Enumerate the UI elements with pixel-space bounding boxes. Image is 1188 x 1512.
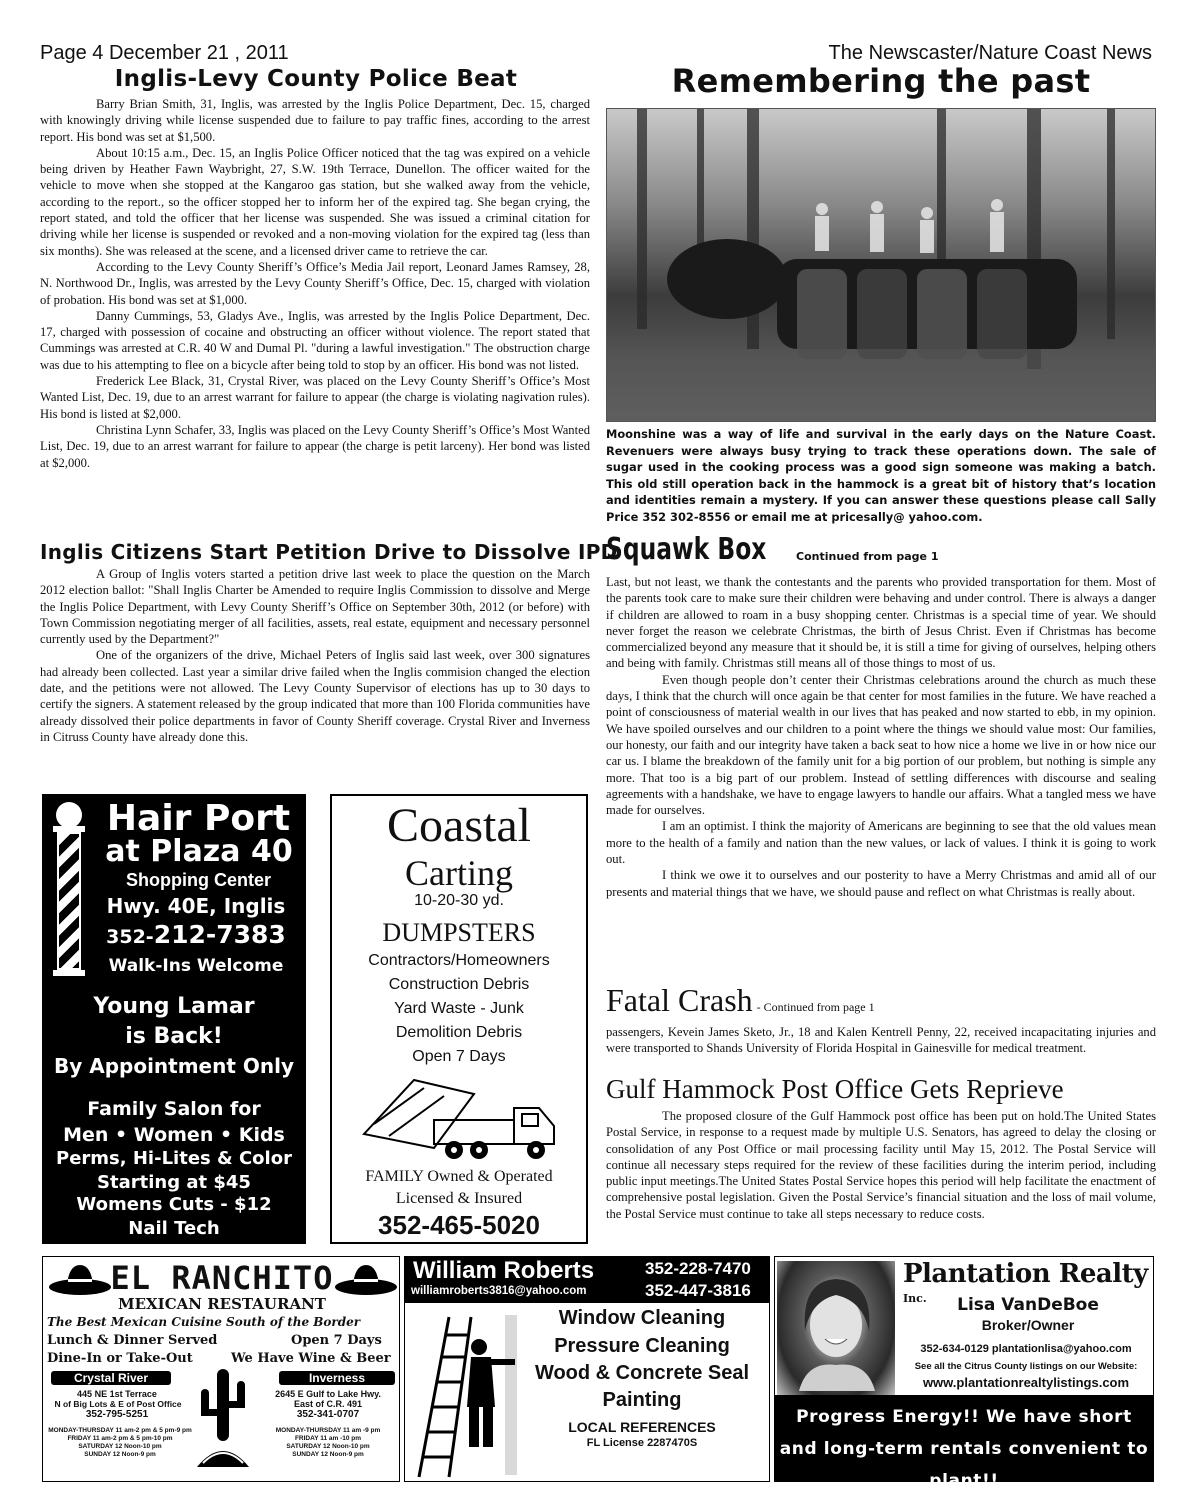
carting-name: Carting [405,853,513,893]
article-paragraph: The proposed closure of the Gulf Hammock post office has been put on hold.The United States Postal Service, in response to a request made by multiple U.S. Senators, has agreed to delay the closing or consolidation of any Post Office or mail processing facility until May 15, 2012. The Postal Service will continue all necessary steps required for the review of these facilities during the interim period, including public input meetings.The United States Postal Service hopes this period will help facilitate the enactment of comprehensive postal legislation. Given the Postal Service’s financial situation and the loss of mail volume, the Postal Service must continue to take all steps necessary to reduce costs. [606,1109,1156,1221]
gulf-hammock-article [606,1108,1156,1222]
is-back-text: is Back! [125,1024,223,1049]
painter-ladder-icon [409,1307,519,1479]
service-item: Pressure Cleaning [554,1335,730,1357]
service-item: Construction Debris [388,976,530,993]
article-paragraph: Even though people don’t center their Christmas celebrations around the church as much these days, I think that the church will once again be that center for most families in the future. We have reached a point of consciousness of material wealth in our lives that has peaked and now started to ebb, in my opinion. We have spoiled ourselves and our children to a point where the things we should value most: Our families, our honesty, our faith and our integrity have taken a back seat to how nice a home we live in or how nice our car us. I blame the breakdown of the family unit for a big portion of our problem, but nothing is simple any more. That too is a big part of our problem. Instead of settling differences with discourse and sealing agreements with a handshake, we have to engage lawyers to handle our affairs. What a tangled mess we have made for ourselves. [606,672,1156,818]
william-roberts-header [405,1257,769,1303]
phone-area-code: 352- [106,926,154,948]
licensed-text: Licensed & Insured [395,1190,523,1207]
article-paragraph: About 10:15 a.m., Dec. 15, an Inglis Police Officer noticed that the tag was expired on a vehicle being driven by Heather Fawn Waybright, 27, S.W. 19th Terrace, Dunellon. The officer waited for the vehicle to move when she stopped at the Kangaroo gas station, but she walked away from the vehicle, according to the report., so the officer stopped her to inform her of the expired tag. She began crying, the report stated, and told the officer that her license was suspended. She was issued a criminal citation for driving while her license is suspended or revoked and a non-moving violation for the expired tag (less than six months). She was released at the scene, and a licensed driver came to retrieve the car. [40,145,590,258]
william-roberts-ad [404,1256,770,1482]
hours-line: MONDAY-THURSDAY 11 am-2 pm & 5 pm-9 pm [48,1427,192,1434]
squawk-box-heading [606,532,1166,567]
dumpsters-heading: DUMPSTERS [382,918,536,947]
hair-port-shopping-center: Shopping Center [126,870,271,890]
address-line: 2645 E Gulf to Lake Hwy. [275,1389,381,1399]
page-date-header: Page 4 December 21 , 2011 [40,42,289,64]
article-paragraph: One of the organizers of the drive, Michael Peters of Inglis said last week, over 300 signatures had already been collected. Last year a similar drive failed when the Inglis commision changed the election date, and the petitions were not allowed. The Levy County Supervisor of elections has up to 30 days to certify the signers. A statement released by the group indicated that more than 100 Florida communities have already dissolved their police departments in favor of County Sheriff coverage. Crystal River and Inverness in Citruss County have already done this. [40,648,590,744]
open-days-text: Open 7 Days [291,1333,382,1348]
service-item: Open 7 Days [412,1048,506,1065]
address-line: N of Big Lots & E of Post Office [54,1399,182,1409]
plantation-realty-inc: Inc. [903,1292,927,1305]
service-item: Yard Waste - Junk [394,1000,524,1017]
address-line: East of C.R. 491 [293,1399,363,1409]
starting-price-text: Starting at $45 [97,1172,251,1193]
service-item: Painting [602,1389,682,1411]
hair-port-ad [42,794,306,1244]
dump-truck-icon [354,1074,564,1166]
article-paragraph: Christina Lynn Schafer, 33, Inglis was placed on the Levy County Sheriff’s Office’s Most Wanted List, Dec. 19, due to an arrest warrant for failure to appear (the charge is petit larceny). Her bond was listed at $2,000. [40,422,590,470]
petition-article [40,566,590,745]
address-line: 445 NE 1st Terrace [77,1389,157,1399]
restaurant-tagline: The Best Mexican Cuisine South of the Border [47,1315,361,1329]
dumpster-sizes: 10-20-30 yd. [414,892,504,909]
local-references-text: LOCAL REFERENCES [568,1419,716,1435]
photo-caption: Moonshine was a way of life and survival in the early days on the Nature Coast. Revenuers were always busy trying to track these operations down. The sale of sugar used in the cooking process was a good sign someone was making a batch. This old still operation back in the hammock is a great bit of history that’s location and identities remain a mystery. If you can answer these questions please call Sally Price 352 302-8556 or email me at pricesally@ yahoo.com. [606,427,1156,524]
article-paragraph: According to the Levy County Sheriff’s Office’s Media Jail report, Leonard James Ramsey, 28, N. Northwood Dr., Inglis, was arrested by the Levy County Sheriff’s Office, Dec. 15, charged with violation of probation. His bond was set at $1,000. [40,259,590,307]
article-paragraph: Barry Brian Smith, 31, Inglis, was arrested by the Inglis Police Department, Dec. 15, charged with knowingly driving while license suspended due to failure to pay traffic fines, according to the arrest report. His bond was set at $1,500. [40,97,590,144]
appointment-text: By Appointment Only [53,1054,295,1078]
hours-list [45,1427,195,1459]
moonshine-still-photo [606,108,1156,422]
fatal-crash-heading [606,982,875,1019]
wine-beer-text: We Have Wine & Beer [231,1351,391,1366]
petition-title: Inglis Citizens Start Petition Drive to Dissolve IPD [40,540,618,564]
service-item: Contractors/Homeowners [368,952,550,969]
article-paragraph: I am an optimist. I think the majority of Americans are beginning to see that the old values mean more to the health of a family and nation than the new values, or lack of values. I think it is going to work out. [606,819,1156,867]
men-women-kids-text: Men • Women • Kids [63,1124,285,1146]
nail-tech-text: Nail Tech [128,1218,220,1239]
el-ranchito-ad [42,1256,400,1482]
cactus-icon [193,1365,253,1445]
listings-note: See all the Citrus County listings on our Website: [914,1361,1138,1372]
service-item: Demolition Debris [395,1024,523,1041]
lunch-dinner-text: Lunch & Dinner Served [47,1333,218,1348]
plantation-realty-name: Plantation Realty [903,1259,1148,1289]
family-salon-text: Family Salon for [87,1098,261,1120]
hours-line: SUNDAY 12 Noon-9 pm [84,1451,156,1458]
coastal-phone: 352-465-5020 [378,1210,540,1240]
business-email: williamroberts3816@yahoo.com [411,1285,587,1297]
article-paragraph: A Group of Inglis voters started a petition drive last week to place the question on the March 2012 election ballot: "Shall Inglis Charter be Amended to require Inglis Commission to dissolve and Merge the Inglis Police Department, with Levy County Sheriff’s Office on September 30th, 2012 (or before) with Town Commission negotiating merger of all facilities, assets, real estate, equipment and necessary personnel currently used by the Department?" [40,567,590,647]
hair-port-phone [86,920,306,949]
fatal-crash-article: passengers, Kevein James Sketo, Jr., 18 and Kalen Kentrell Penny, 22, received incapacitating injuries and were transported to Shands University of Florida Hospital in Gainesville for medical treatment. [606,1025,1156,1056]
agent-photo [777,1261,895,1401]
agent-contact: 352-634-0129 plantationlisa@yahoo.com [920,1343,1132,1355]
restaurant-subtitle: MEXICAN RESTAURANT [118,1295,326,1313]
perms-text: Perms, Hi-Lites & Color [56,1148,292,1169]
fatal-crash-title: Fatal Crash [606,982,753,1018]
publication-name-header: The Newscaster/Nature Coast News [828,42,1152,64]
crystal-river-phone: 352-795-5251 [85,1409,149,1420]
hours-line: SUNDAY 12 Noon-9 pm [292,1451,364,1458]
service-item: Window Cleaning [558,1307,726,1329]
article-paragraph: Frederick Lee Black, 31, Crystal River, was placed on the Levy County Sheriff’s Office’s Most Wanted List, Dec. 19, due to an arrest warrant for failure to appear (the charge is violating nagivation rules). His bond is listed at $2,000. [40,374,590,421]
hours-line: FRIDAY 11 am-2 pm & 5 pm-10 pm [67,1435,173,1442]
license-text: FL License 2287470S [586,1437,698,1449]
hours-line: SATURDAY 12 Noon-10 pm [286,1443,370,1450]
womens-cuts-text: Womens Cuts - $12 [76,1194,272,1215]
gulf-hammock-title: Gulf Hammock Post Office Gets Reprieve [606,1074,1064,1104]
location-crystal-river: Crystal River [51,1371,171,1385]
police-beat-title: Inglis-Levy County Police Beat [114,66,518,92]
dine-in-text: Dine-In or Take-Out [47,1351,193,1366]
phone-number: 352-447-3816 [645,1281,751,1300]
inverness-phone: 352-341-0707 [296,1409,360,1420]
coastal-name: Coastal [387,799,531,852]
business-owner-name: William Roberts [413,1257,595,1284]
hours-line: SATURDAY 12 Noon-10 pm [78,1443,162,1450]
hair-port-name: Hair Port [106,798,291,839]
taco-icon [193,1441,253,1471]
family-owned-text: FAMILY Owned & Operated [365,1168,553,1185]
agent-name: Lisa VanDeBoe [957,1295,1099,1315]
hair-port-address: Hwy. 40E, Inglis [106,894,286,918]
hours-list [255,1427,401,1459]
hours-line: MONDAY-THURSDAY 11 am -9 pm [275,1427,381,1434]
article-paragraph: Danny Cummings, 53, Gladys Ave., Inglis, was arrested by the Inglis Police Department, Dec. 17, charged with possession of cocaine and obstructing an officer without violence. The report stated that Cummings was arrested at C.R. 40 W and Dumal Pl. "during a lawful investigation." The obstruction charge was due to his attempting to flee on a bicycle after being told to stop by an officer. His bond was not listed. [40,308,590,372]
squawk-box-article [606,574,1156,900]
phone-number: 352-228-7470 [645,1259,751,1278]
hours-line: FRIDAY 11 am -10 pm [294,1435,362,1442]
barber-pole-icon [51,802,87,982]
young-lamar-text: Young Lamar [93,994,255,1019]
location-inverness: Inverness [279,1371,395,1385]
rentals-banner-text: Progress Energy!! We have short and long-term rentals convenient to plant!! [779,1407,1149,1491]
el-ranchito-name: EL RANCHITO [110,1259,334,1297]
squawk-box-title: Squawk Box [606,532,767,567]
article-paragraph: I think we owe it to ourselves and our posterity to have a Merry Christmas and amid all of our presents and material things that we have, we should pause and reflect on what Christmas is really about. [606,868,1156,899]
continued-note: - Continued from page 1 [756,1000,875,1014]
walk-ins-text: Walk-Ins Welcome [108,956,284,976]
remembering-title: Remembering the past [671,62,1091,100]
agent-role: Broker/Owner [981,1317,1075,1333]
coastal-carting-ad [330,794,588,1244]
article-lead-paragraph: Last, but not least, we thank the contestants and the parents who provided transportation for them. Most of the parents took care to make sure their children were behaving and under control. There is always a danger if children are allowed to roam in a busy shopping center. Christmas is a special time of year. We should never forget the reason we celebrate Christmas, the birth of Jesus Christ. Even if Christmas has become commercialized beyond any measure that it should be, it is still a time for giving of ourselves, helping others and being with family. Christmas still means all of those things to most of us. [606,575,1156,671]
continued-note: Continued from page 1 [796,550,939,563]
police-beat-article [40,96,590,471]
rentals-banner [775,1395,1153,1491]
plantation-realty-ad [774,1256,1154,1491]
realty-website: www.plantationrealtylistings.com [922,1375,1130,1390]
phone-number: 212-7383 [153,920,286,949]
service-item: Wood & Concrete Seal [534,1362,750,1384]
hair-port-location: at Plaza 40 [105,834,293,869]
